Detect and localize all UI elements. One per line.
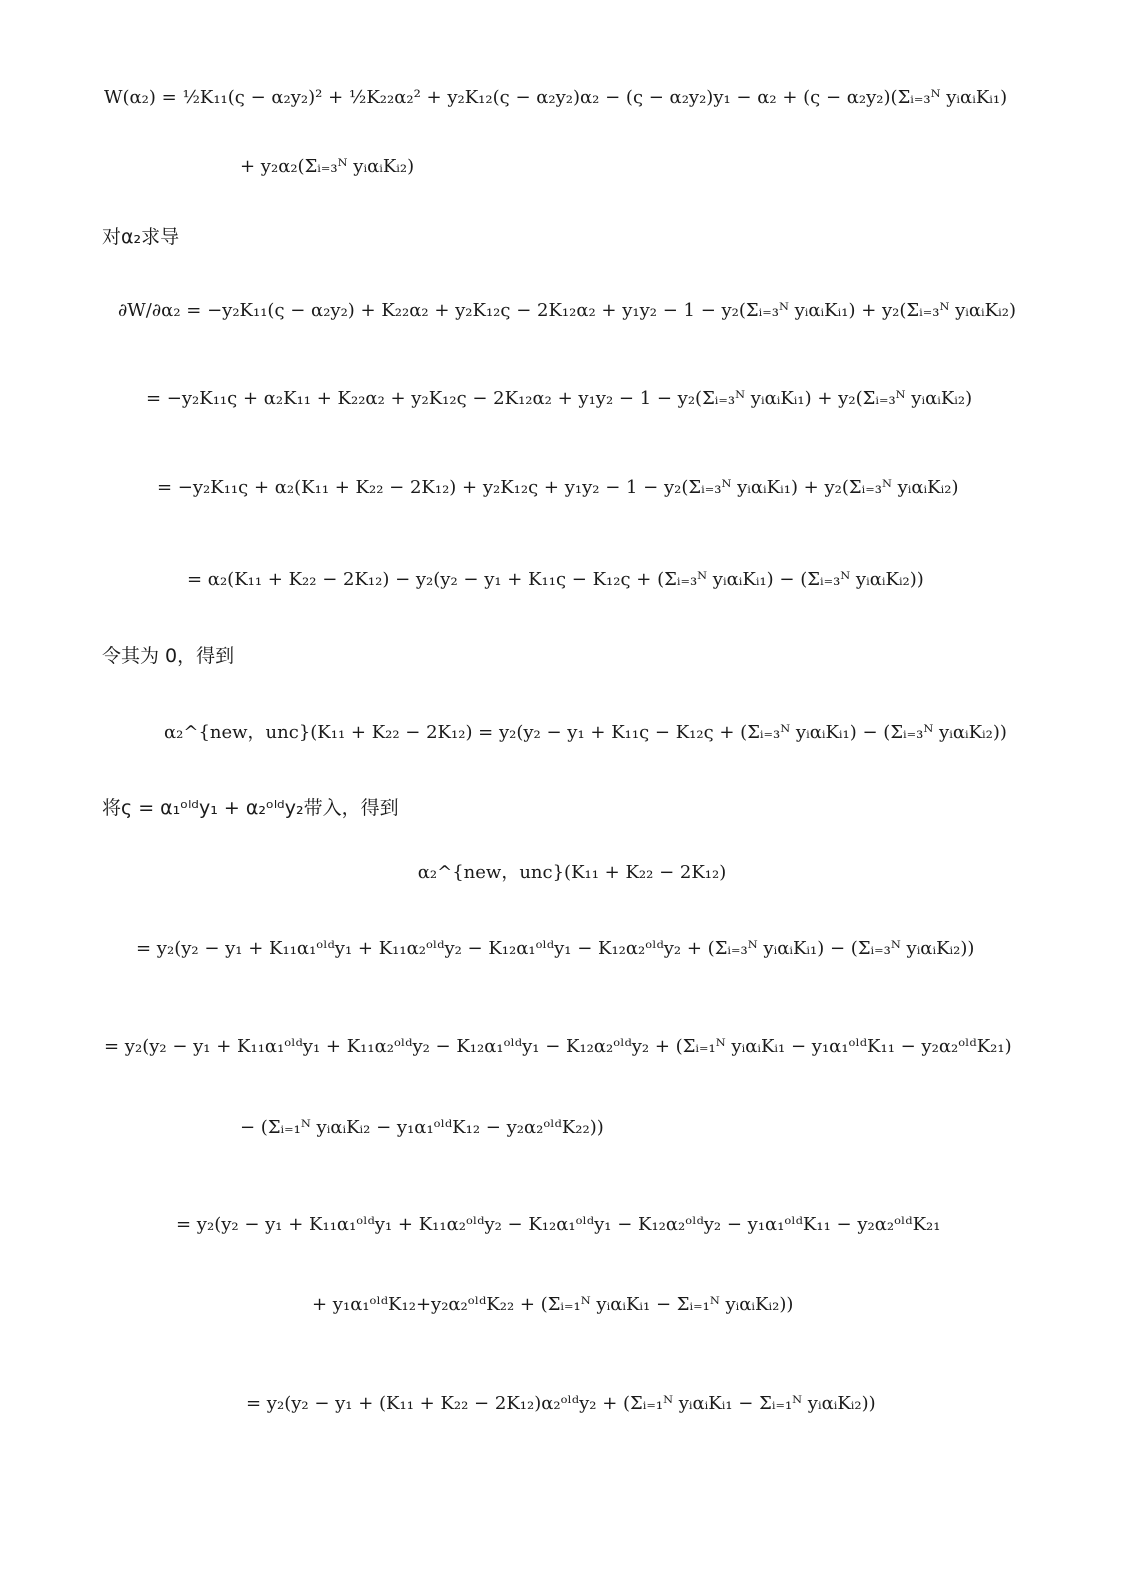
equation-substituted-line-2b: − (Σᵢ₌₁ᴺ yᵢαᵢKᵢ₂ − y₁α₁ᵒˡᵈK₁₂ − y₂α₂ᵒˡᵈK₂₂))	[240, 1117, 604, 1138]
equation-substituted-line-3a: = y₂(y₂ − y₁ + K₁₁α₁ᵒˡᵈy₁ + K₁₁α₂ᵒˡᵈy₂ − K₁₂α₁ᵒˡᵈy₁ − K₁₂α₂ᵒˡᵈy₂ − y₁α₁ᵒˡᵈK₁₁ − y₂α₂ᵒˡᵈK₂₁	[176, 1214, 941, 1235]
text-substitute: 将ς = α₁ᵒˡᵈy₁ + α₂ᵒˡᵈy₂带入，得到	[102, 797, 399, 819]
equation-derivative-line-1: ∂W/∂α₂ = −y₂K₁₁(ς − α₂y₂) + K₂₂α₂ + y₂K₁₂ς − 2K₁₂α₂ + y₁y₂ − 1 − y₂(Σᵢ₌₃ᴺ yᵢαᵢKᵢ₁) + y₂(Σᵢ₌₃ᴺ yᵢαᵢKᵢ₂)	[118, 300, 1016, 321]
text-set-zero: 令其为 0，得到	[102, 645, 235, 667]
equation-derivative-line-2: = −y₂K₁₁ς + α₂K₁₁ + K₂₂α₂ + y₂K₁₂ς − 2K₁₂α₂ + y₁y₂ − 1 − y₂(Σᵢ₌₃ᴺ yᵢαᵢKᵢ₁) + y₂(Σᵢ₌₃ᴺ yᵢαᵢKᵢ₂)	[146, 388, 973, 409]
equation-substituted-lhs: α₂^{new，unc}(K₁₁ + K₂₂ − 2K₁₂)	[417, 862, 727, 883]
equation-substituted-line-1: = y₂(y₂ − y₁ + K₁₁α₁ᵒˡᵈy₁ + K₁₁α₂ᵒˡᵈy₂ − K₁₂α₁ᵒˡᵈy₁ − K₁₂α₂ᵒˡᵈy₂ + (Σᵢ₌₃ᴺ yᵢαᵢKᵢ₁) − (Σᵢ₌₃ᴺ yᵢαᵢKᵢ₂))	[136, 938, 975, 959]
equation-derivative-line-4: = α₂(K₁₁ + K₂₂ − 2K₁₂) − y₂(y₂ − y₁ + K₁₁ς − K₁₂ς + (Σᵢ₌₃ᴺ yᵢαᵢKᵢ₁) − (Σᵢ₌₃ᴺ yᵢαᵢKᵢ₂))	[187, 569, 924, 590]
equation-final: = y₂(y₂ − y₁ + (K₁₁ + K₂₂ − 2K₁₂)α₂ᵒˡᵈy₂ + (Σᵢ₌₁ᴺ yᵢαᵢKᵢ₁ − Σᵢ₌₁ᴺ yᵢαᵢKᵢ₂))	[246, 1393, 876, 1414]
equation-w-line-2: + y₂α₂(Σᵢ₌₃ᴺ yᵢαᵢKᵢ₂)	[240, 156, 415, 177]
equation-substituted-line-3b: + y₁α₁ᵒˡᵈK₁₂+y₂α₂ᵒˡᵈK₂₂ + (Σᵢ₌₁ᴺ yᵢαᵢKᵢ₁ − Σᵢ₌₁ᴺ yᵢαᵢKᵢ₂))	[312, 1294, 794, 1315]
equation-unconstrained: α₂^{new，unc}(K₁₁ + K₂₂ − 2K₁₂) = y₂(y₂ − y₁ + K₁₁ς − K₁₂ς + (Σᵢ₌₃ᴺ yᵢαᵢKᵢ₁) − (Σᵢ₌₃ᴺ yᵢαᵢKᵢ₂))	[164, 722, 1007, 743]
equation-substituted-line-2a: = y₂(y₂ − y₁ + K₁₁α₁ᵒˡᵈy₁ + K₁₁α₂ᵒˡᵈy₂ − K₁₂α₁ᵒˡᵈy₁ − K₁₂α₂ᵒˡᵈy₂ + (Σᵢ₌₁ᴺ yᵢαᵢKᵢ₁ − y₁α₁ᵒˡᵈK₁₁ − y₂α₂ᵒˡᵈK₂₁)	[104, 1036, 1012, 1057]
equation-derivative-line-3: = −y₂K₁₁ς + α₂(K₁₁ + K₂₂ − 2K₁₂) + y₂K₁₂ς + y₁y₂ − 1 − y₂(Σᵢ₌₃ᴺ yᵢαᵢKᵢ₁) + y₂(Σᵢ₌₃ᴺ yᵢαᵢKᵢ₂)	[157, 477, 959, 498]
equation-w-line-1: W(α₂) = ½K₁₁(ς − α₂y₂)² + ½K₂₂α₂² + y₂K₁₂(ς − α₂y₂)α₂ − (ς − α₂y₂)y₁ − α₂ + (ς − α₂y₂)(Σᵢ₌₃ᴺ yᵢαᵢKᵢ₁)	[104, 87, 1008, 108]
text-derivative-intro: 对α₂求导	[102, 226, 180, 248]
